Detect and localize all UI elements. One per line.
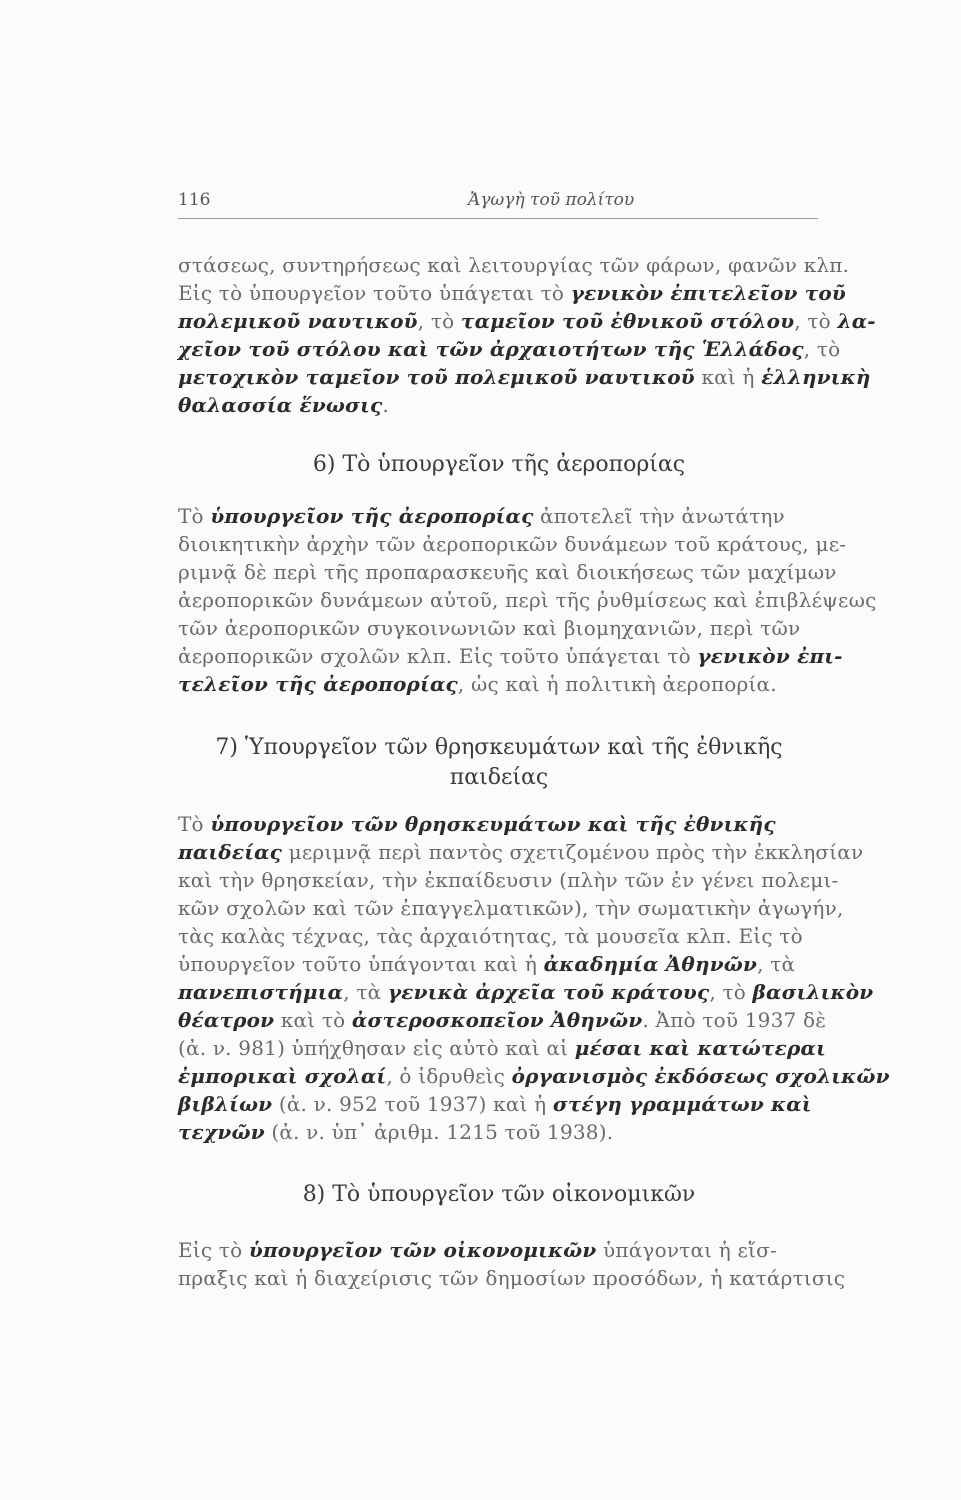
text-line: τεχνῶν (ἀ. ν. ὑπ᾽ ἀριθμ. 1215 τοῦ 1938). <box>178 1120 614 1144</box>
text-line: θέατρον καὶ τὸ ἀστεροσκοπεῖον Ἀθηνῶν. Ἀπὸ τοῦ 1937 δὲ <box>178 1008 827 1032</box>
text-line: στάσεως, συντηρήσεως καὶ λειτουργίας τῶν φάρων, φανῶν κλπ. <box>178 253 850 277</box>
section-heading-continued: παιδείας <box>449 765 549 790</box>
text-line: βιβλίων (ἀ. ν. 952 τοῦ 1937) καὶ ἡ στέγη γραμμάτων καὶ <box>178 1092 812 1116</box>
text-line: ὑπουργεῖον τοῦτο ὑπάγονται καὶ ἡ ἀκαδημία Ἀθηνῶν, τὰ <box>178 952 796 976</box>
text-line: ἐμπορικαὶ σχολαί, ὁ ἱδρυθεὶς ὀργανισμὸς ἐκδόσεως σχολικῶν <box>178 1064 890 1088</box>
text-line: Τὸ ὑπουργεῖον τῶν θρησκευμάτων καὶ τῆς ἐθνικῆς <box>178 812 776 836</box>
text-line: ἀεροπορικῶν δυνάμεων αὐτοῦ, περὶ τῆς ῥυθμίσεως καὶ ἐπιβλέψεως <box>178 588 877 612</box>
section-heading: 6) Τὸ ὑπουργεῖον τῆς ἀεροπορίας <box>312 452 686 477</box>
text-line: ριμνᾷ δὲ περὶ τῆς προπαρασκευῆς καὶ διοικήσεως τῶν μαχίμων <box>178 560 837 584</box>
text-line: μετοχικὸν ταμεῖον τοῦ πολεμικοῦ ναυτικοῦ καὶ ἡ ἑλληνικὴ <box>178 365 871 389</box>
text-line: τὰς καλὰς τέχνας, τὰς ἀρχαιότητας, τὰ μουσεῖα κλπ. Εἰς τὸ <box>178 924 803 948</box>
text-line: πολεμικοῦ ναυτικοῦ, τὸ ταμεῖον τοῦ ἐθνικοῦ στόλου, τὸ λα- <box>178 309 876 333</box>
text-line: (ἀ. ν. 981) ὑπήχθησαν εἰς αὐτὸ καὶ αἱ μέσαι καὶ κατώτεραι <box>178 1036 826 1060</box>
text-line: κῶν σχολῶν καὶ τῶν ἐπαγγελματικῶν), τὴν σωματικὴν ἀγωγήν, <box>178 896 844 920</box>
text-line: Εἰς τὸ ὑπουργεῖον τῶν οἰκονομικῶν ὑπάγονται ἡ εἴσ- <box>178 1238 777 1262</box>
text-line: χεῖον τοῦ στόλου καὶ τῶν ἀρχαιοτήτων τῆς Ἑλλάδος, τὸ <box>178 337 841 361</box>
text-line: ἀεροπορικῶν σχολῶν κλπ. Εἰς τοῦτο ὑπάγεται τὸ γενικὸν ἐπι- <box>178 644 843 668</box>
running-title: Ἀγωγὴ τοῦ πολίτου <box>468 190 635 210</box>
header-rule <box>178 218 818 219</box>
text-line: Εἰς τὸ ὑπουργεῖον τοῦτο ὑπάγεται τὸ γενικὸν ἐπιτελεῖον τοῦ <box>178 281 847 305</box>
section-heading: 8) Τὸ ὑπουργεῖον τῶν οἰκονομικῶν <box>302 1182 696 1207</box>
text-line: θαλασσία ἕνωσις. <box>178 393 389 417</box>
text-line: Τὸ ὑπουργεῖον τῆς ἀεροπορίας ἀποτελεῖ τὴν ἀνωτάτην <box>178 504 785 528</box>
text-line: διοικητικὴν ἀρχὴν τῶν ἀεροπορικῶν δυνάμεων τοῦ κράτους, με- <box>178 532 847 556</box>
text-line: πανεπιστήμια, τὰ γενικὰ ἀρχεῖα τοῦ κράτους, τὸ βασιλικὸν <box>178 980 874 1004</box>
section-heading: 7) Ὑπουργεῖον τῶν θρησκευμάτων καὶ τῆς ἐθνικῆς <box>215 735 783 760</box>
text-line: τῶν ἀεροπορικῶν συγκοινωνιῶν καὶ βιομηχανιῶν, περὶ τῶν <box>178 616 801 640</box>
text-line: πραξις καὶ ἡ διαχείρισις τῶν δημοσίων προσόδων, ἡ κατάρτισις <box>178 1266 846 1290</box>
page-header <box>178 185 818 215</box>
text-line: παιδείας μεριμνᾷ περὶ παντὸς σχετιζομένου πρὸς τὴν ἐκκλησίαν <box>178 840 864 864</box>
text-line: τελεῖον τῆς ἀεροπορίας, ὡς καὶ ἡ πολιτικὴ ἀεροπορία. <box>178 672 777 696</box>
text-line: καὶ τὴν θρησκείαν, τὴν ἐκπαίδευσιν (πλὴν τῶν ἐν γένει πολεμι- <box>178 868 839 892</box>
page-number: 116 <box>178 190 211 210</box>
